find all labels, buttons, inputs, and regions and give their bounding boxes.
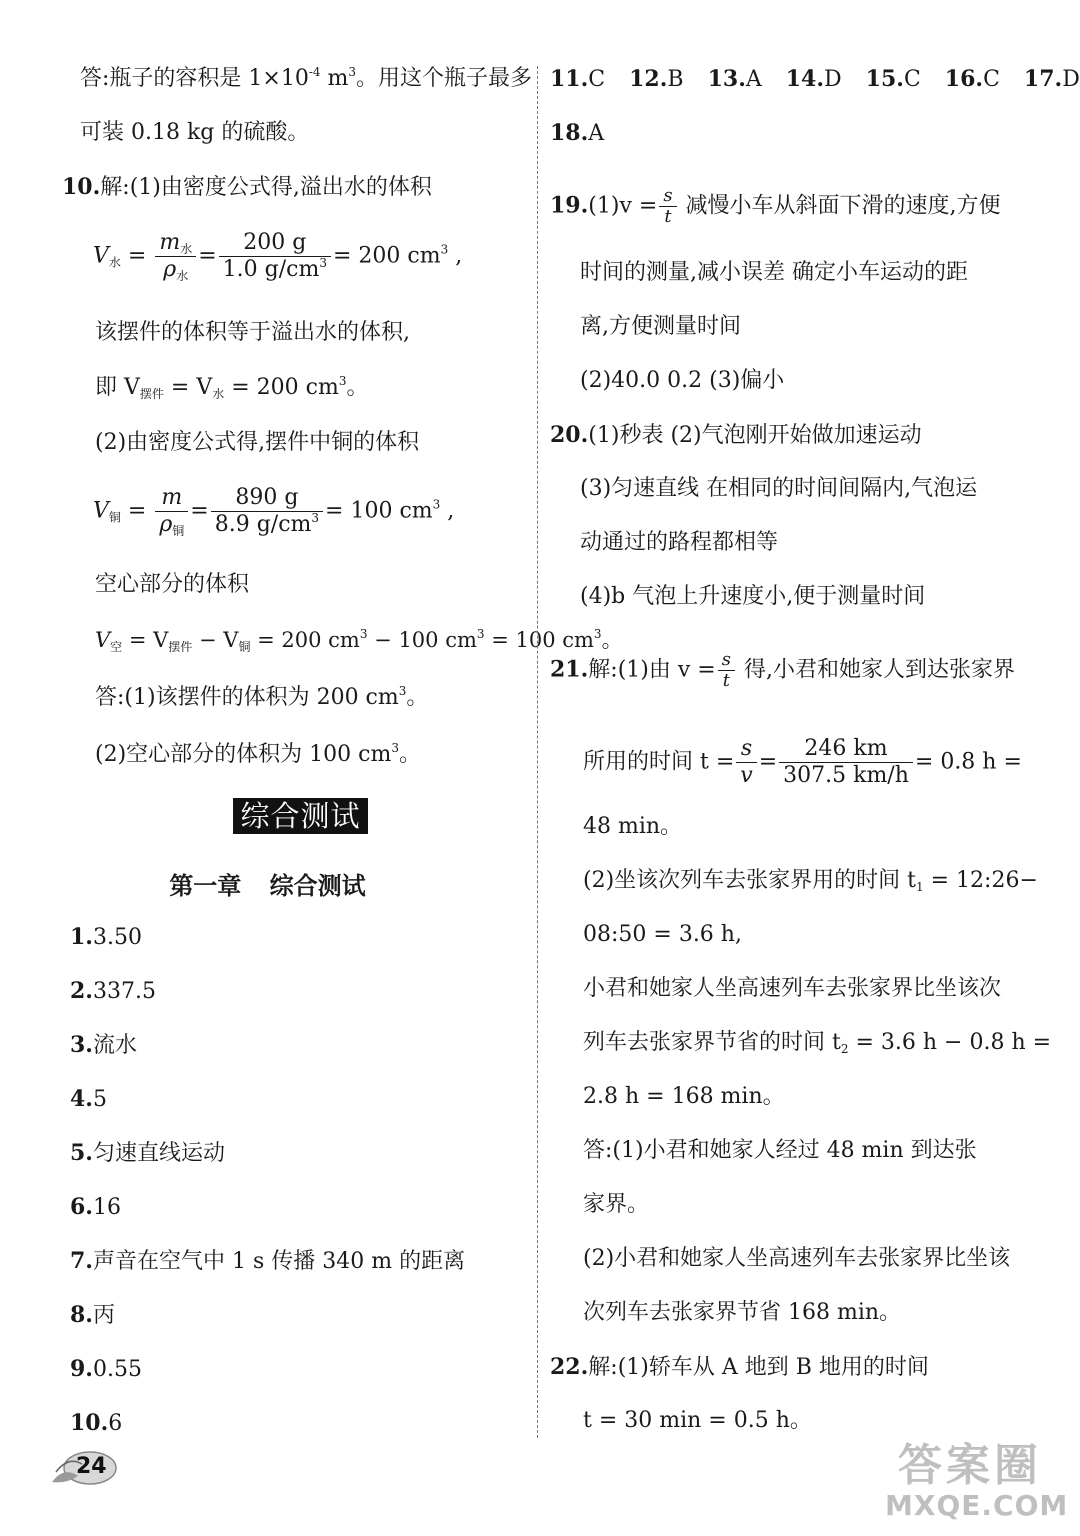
text-line: 空心部分的体积	[95, 572, 250, 597]
item-answer: 0.55	[92, 1357, 142, 1382]
mc-answer: 15.C	[865, 66, 921, 92]
fraction: $\frac{s}{v}$	[736, 736, 756, 789]
fraction: $\frac{890 g}{8.9 g/cm^3}$	[211, 485, 323, 538]
text-line: 答:(1)小君和她家人经过 48 min 到达张	[583, 1138, 977, 1163]
text-line: 离,方便测量时间	[580, 314, 741, 339]
text-line: (3)匀速直线 在相同的时间间隔内,气泡运	[580, 476, 978, 501]
answer-item	[70, 1408, 122, 1439]
section-banner: 综合测试	[233, 798, 368, 834]
answer-line: 答:(1)该摆件的体积为 200 $cm^3$。	[95, 684, 429, 710]
text-line: 48 min。	[583, 814, 683, 839]
answer-item	[70, 1030, 137, 1061]
item-number: 5.	[70, 1140, 93, 1166]
mc-answer: 13.A	[707, 66, 762, 92]
question-10: 10.解:(1)由密度公式得,溢出水的体积	[62, 174, 432, 200]
item-number: 6.	[70, 1194, 93, 1220]
item-answer: 匀速直线运动	[92, 1141, 225, 1166]
column-divider	[537, 66, 538, 1438]
equation-line: 所用的时间 t = $\frac{s}{v}$ = $\frac{246 km}{307.5 km/h}$ = 0.8 h =	[583, 736, 1022, 788]
item-number: 4.	[70, 1086, 93, 1112]
answer-item	[70, 1084, 107, 1115]
multiple-choice-answers	[550, 64, 1080, 95]
text-line: 该摆件的体积等于溢出水的体积,	[95, 320, 410, 345]
text-line: (2)由密度公式得,摆件中铜的体积	[95, 430, 420, 455]
watermark-url: MXQE.COM	[885, 1489, 1069, 1522]
chapter-title: 第一章 综合测试	[169, 872, 366, 900]
mc-answer: 14.D	[785, 66, 842, 92]
item-answer: 声音在空气中 1 s 传播 340 m 的距离	[92, 1249, 466, 1274]
question-19: 19.(1)v = $\frac{s}{t}$ 减慢小车从斜面下滑的速度,方便	[550, 185, 1001, 227]
mc-answer: 11.C	[550, 66, 606, 92]
text-line: 时间的测量,减小误差 确定小车运动的距	[580, 260, 968, 285]
answer-line: (2)空心部分的体积为 100 $cm^3$。	[95, 741, 421, 767]
mc-answer: 16.C	[944, 66, 1000, 92]
item-answer: 流水	[92, 1033, 137, 1058]
text-line: 次列车去张家界节省 168 min。	[583, 1300, 902, 1325]
fraction: $\frac{200 g}{1.0 g/cm^3}$	[219, 230, 331, 283]
question-22: 22.解:(1)轿车从 A 地到 B 地用的时间	[550, 1354, 929, 1380]
answer-item	[70, 976, 156, 1007]
page-number: 24	[76, 1454, 107, 1479]
text-line: 列车去张家界节省的时间 $t_2 = 3.6$ h − 0.8 h =	[583, 1030, 1052, 1056]
mc-answer: 12.B	[629, 66, 684, 92]
text-line: (2)坐该次列车去张家界用的时间 $t_1$ = 12:26−	[583, 868, 1038, 894]
text-line: 家界。	[583, 1192, 650, 1217]
text-line: (2)小君和她家人坐高速列车去张家界比坐该	[583, 1246, 1011, 1271]
fraction: $\frac{m}{\rho_铜}$	[155, 485, 188, 538]
answer-line: 可装 0.18 kg 的硫酸。	[80, 120, 310, 145]
answer-item	[70, 1138, 225, 1169]
text-line: 08:50 = 3.6 h,	[583, 922, 742, 947]
answer-line: 答:瓶子的容积是 $1\times 10^{-4}$ $m^3$。用这个瓶子最多	[80, 65, 533, 91]
item-answer: 337.5	[92, 979, 156, 1004]
equation-line: 即 $V_{摆件} = V_水 = 200$ $cm^3$。	[95, 374, 369, 401]
answer-item	[70, 922, 142, 953]
item-number: 9.	[70, 1356, 93, 1382]
watermark-logo-text: 答案圈	[898, 1440, 1042, 1491]
text-line: 动通过的路程都相等	[580, 530, 779, 555]
answer-item	[70, 1300, 115, 1331]
item-number: 1.	[70, 924, 93, 950]
page-number-badge	[48, 1448, 122, 1488]
item-answer: 6	[108, 1411, 123, 1436]
question-20: 20.(1)秒表 (2)气泡刚开始做加速运动	[550, 422, 922, 448]
text-line: 2.8 h = 168 min。	[583, 1084, 785, 1109]
item-number: 7.	[70, 1248, 93, 1274]
text-line: (2)40.0 0.2 (3)偏小	[580, 368, 785, 393]
item-number: 2.	[70, 978, 93, 1004]
item-answer: 16	[92, 1195, 121, 1220]
site-watermark	[885, 1440, 1069, 1530]
question-18: 18.A	[550, 120, 605, 146]
text-line: 小君和她家人坐高速列车去张家界比坐该次	[583, 976, 1002, 1001]
fraction: $\frac{s}{t}$	[718, 650, 735, 691]
question-21: 21.解:(1)由 v = $\frac{s}{t}$ 得,小君和她家人到达张家界	[550, 649, 1015, 691]
fraction: $\frac{m_水}{\rho_水}$	[155, 230, 196, 283]
item-number: 8.	[70, 1302, 93, 1328]
item-answer: 3.50	[92, 925, 142, 950]
equation-water-volume: $V_水$ = $\frac{m_水}{\rho_水}$ = $\frac{200 g}{1.0 g/cm^3}$ = 200 $cm^3$ ,	[93, 230, 463, 283]
text-line: t = 30 min = 0.5 h。	[583, 1408, 812, 1433]
answer-item	[70, 1246, 465, 1277]
item-number: 10.	[70, 1410, 109, 1436]
item-number: 3.	[70, 1032, 93, 1058]
item-answer: 5	[92, 1087, 107, 1112]
equation-hollow-volume: $V_空 = V_{摆件} - V_铜 = 200$ $cm^3 - 100$ $cm^3 = 100$ $cm^3$。	[95, 627, 623, 654]
answer-item	[70, 1354, 142, 1385]
text-line: (4)b 气泡上升速度小,便于测量时间	[580, 584, 926, 609]
fraction: $\frac{246 km}{307.5 km/h}$	[779, 736, 913, 789]
mc-answer: 17.D	[1023, 66, 1080, 92]
fraction: $\frac{s}{t}$	[659, 186, 676, 227]
answer-item	[70, 1192, 121, 1223]
equation-copper-volume: $V_铜$ = $\frac{m}{\rho_铜}$ = $\frac{890 g}{8.9 g/cm^3}$ = 100 $cm^3$ ,	[93, 485, 455, 538]
item-answer: 丙	[92, 1303, 115, 1328]
